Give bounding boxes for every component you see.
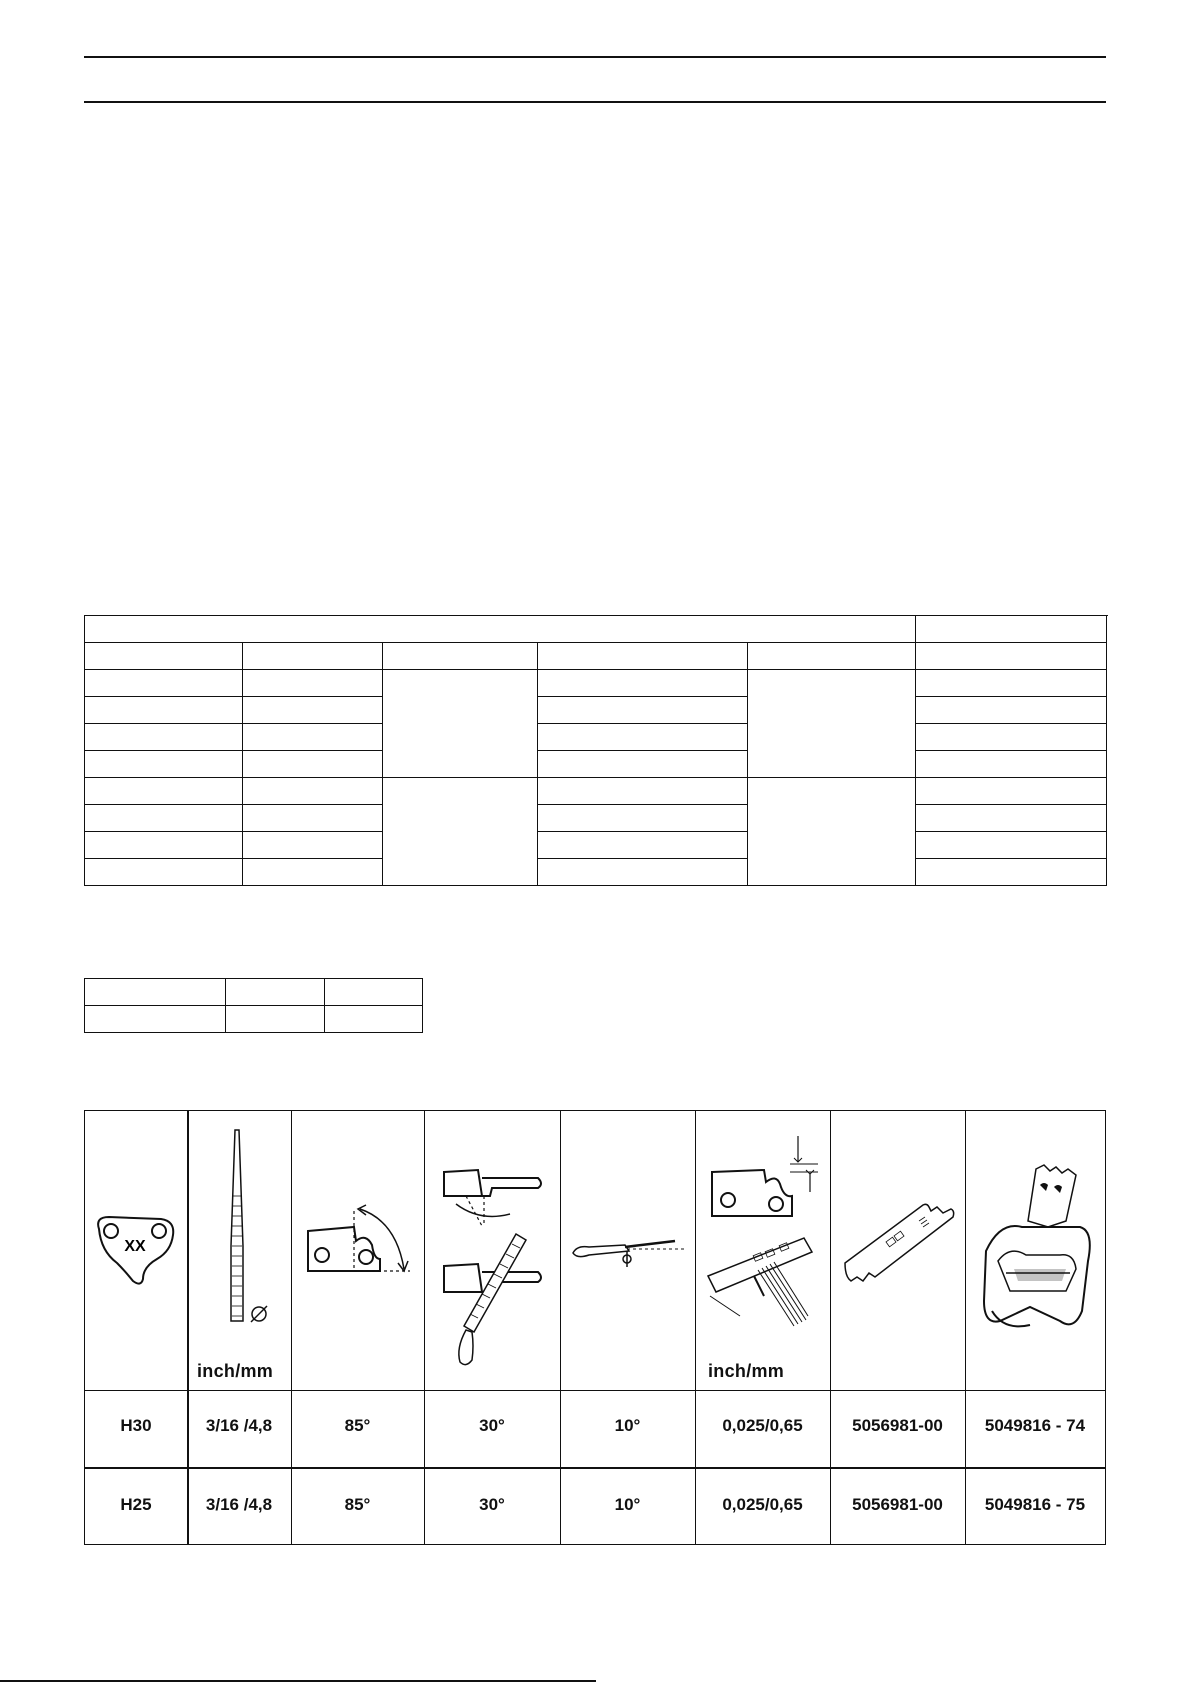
filing-angle-icon [424,1111,560,1390]
depth-gauge-unit-label: inch/mm [708,1361,785,1381]
table-row [85,670,1107,697]
header-rule-top [84,56,1106,58]
table-row [85,778,1107,805]
chain-cell: H30 [120,1416,152,1435]
gauge-tool-cell: 5056981-00 [852,1495,943,1514]
depth-gauge-cell: 0,025/0,65 [722,1495,803,1514]
table-row [85,805,1107,832]
table-row [85,751,1107,778]
filing-angle-cell: 30° [479,1495,505,1514]
filing-angle-cell: 30° [479,1416,505,1435]
table-row [85,1006,423,1033]
table-row [85,979,423,1006]
template-cell: 5049816 - 74 [984,1416,1086,1435]
table-row [85,724,1107,751]
row-divider [85,1467,1105,1469]
file-size-cell: 3/16 /4,8 [205,1495,273,1514]
depth-gauge-cell: 0,025/0,65 [722,1416,803,1435]
holder-angle-cell: 10° [614,1495,641,1514]
table-row [85,616,1107,643]
top-plate-angle-cell: 85° [344,1416,371,1435]
top-plate-angle-cell: 85° [344,1495,371,1514]
gauge-tool-cell: 5056981-00 [852,1416,943,1435]
holder-angle-cell: 10° [614,1416,641,1435]
file-unit-label: inch/mm [197,1361,274,1381]
table-row [85,859,1107,886]
header-rule-bottom [84,101,1106,103]
table-row [85,643,1107,670]
template-cell: 5049816 - 75 [984,1495,1086,1514]
sharpening-template-icon [965,1111,1105,1390]
sharpening-spec-table [84,1110,1106,1545]
small-grid-table [84,978,423,1033]
depth-gauge-setting-icon [695,1111,830,1351]
table-row [85,697,1107,724]
round-file-icon [187,1111,291,1351]
svg-text:XX: XX [124,1237,146,1255]
file-size-cell: 3/16 /4,8 [205,1416,273,1435]
table-row [85,832,1107,859]
footer-rule [0,1680,596,1682]
file-holder-icon [560,1111,695,1390]
bar-chain-combination-table [84,615,1107,886]
row-divider [85,1390,1105,1391]
chain-code-icon [85,1111,187,1390]
top-plate-angle-icon [291,1111,424,1390]
depth-gauge-tool-icon [830,1111,965,1390]
chain-cell: H25 [120,1495,152,1514]
